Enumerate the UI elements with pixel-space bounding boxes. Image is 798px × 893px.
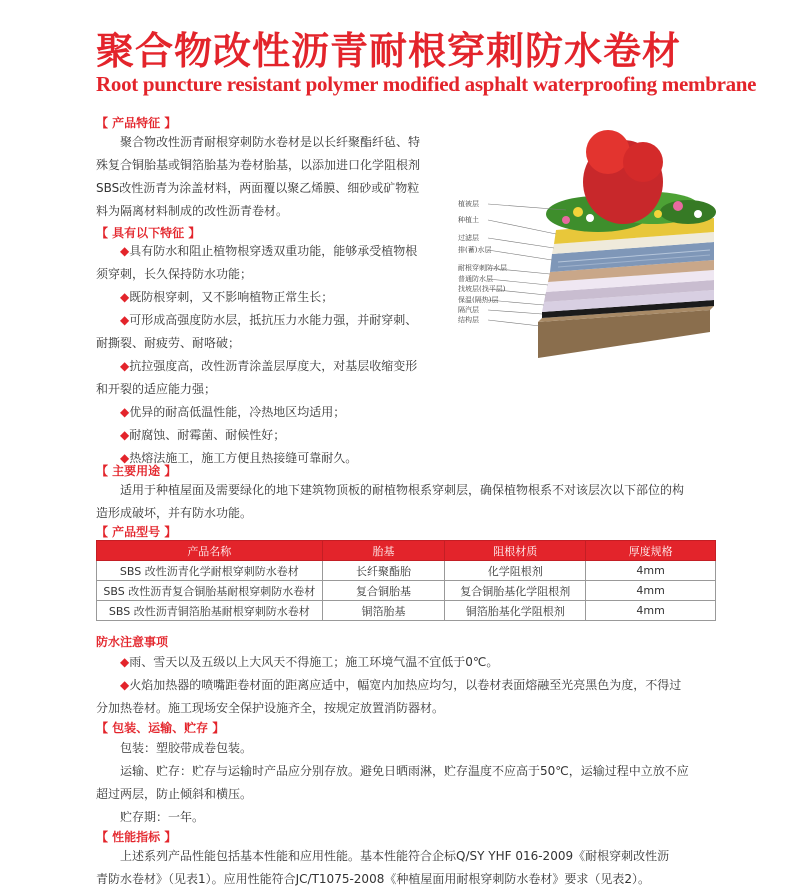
table-cell: SBS 改性沥青复合铜胎基耐根穿刺防水卷材: [97, 581, 323, 601]
layer-label: 种植土: [458, 216, 479, 224]
table-cell: 复合铜胎基: [322, 581, 445, 601]
precautions-list: [96, 651, 726, 720]
precaution-item-cont: 分加热卷材。施工现场安全保护设施齐全，按规定放置消防器材。: [96, 701, 445, 715]
table-cell: 4mm: [586, 581, 716, 601]
table-cell: 铜箔胎基化学阻根剂: [445, 601, 586, 621]
column-header: 阻根材质: [445, 541, 586, 561]
characteristics-heading: 【 具有以下特征 】: [96, 226, 201, 240]
precaution-item: ◆雨、雪天以及五级以上大风天不得施工；施工环境气温不宜低于0℃。: [120, 655, 499, 669]
diamond-bullet-icon: ◆: [120, 428, 130, 442]
table-cell: 4mm: [586, 561, 716, 581]
layer-label: 隔汽层: [458, 306, 479, 314]
precautions-heading: 防水注意事项: [96, 635, 169, 649]
packaging-line: 超过两层，防止倾斜和横压。: [96, 787, 253, 801]
layer-label: 植被层: [458, 200, 479, 208]
features-line: SBS改性沥青为涂盖材料，两面覆以聚乙烯膜、细砂或矿物粒: [96, 181, 420, 195]
features-heading: 【 产品特征 】: [96, 116, 177, 130]
table-cell: 复合铜胎基化学阻根剂: [445, 581, 586, 601]
page-title: 聚合物改性沥青耐根穿刺防水卷材: [96, 29, 682, 73]
diamond-bullet-icon: ◆: [120, 451, 130, 465]
table-row: [97, 581, 716, 601]
features-line: 殊复合铜胎基或铜箔胎基为卷材胎基，以添加进口化学阻根剂: [96, 158, 421, 172]
table-cell: 铜箔胎基: [322, 601, 445, 621]
diamond-bullet-icon: ◆: [120, 359, 130, 373]
layer-label: 结构层: [458, 316, 479, 324]
table-cell: 4mm: [586, 601, 716, 621]
characteristic-item: ◆热熔法施工，施工方便且热接缝可靠耐久。: [120, 451, 358, 465]
usage-heading: 【 主要用途 】: [96, 464, 177, 478]
performance-text: [96, 845, 736, 891]
table-cell: 长纤聚酯胎: [322, 561, 445, 581]
features-line: 料为隔离材料制成的改性沥青卷材。: [96, 204, 289, 218]
characteristic-item: ◆具有防水和阻止植物根穿透双重功能，能够承受植物根: [120, 244, 418, 258]
table-cell: SBS 改性沥青化学耐根穿刺防水卷材: [97, 561, 323, 581]
characteristic-item-cont: 和开裂的适应能力强；: [96, 382, 217, 396]
packaging-text: [96, 737, 726, 829]
layer-label: 普通防水层: [458, 275, 493, 283]
product-model-table: [96, 540, 716, 621]
table-row: [97, 561, 716, 581]
layer-label: 保温(隔热)层: [458, 296, 499, 304]
usage-text: [96, 479, 726, 525]
characteristics-list: [96, 240, 456, 470]
performance-line: 上述系列产品性能包括基本性能和应用性能。基本性能符合企标Q/SY YHF 016-2009《耐根穿刺改性沥: [120, 849, 670, 863]
packaging-line: 运输、贮存：贮存与运输时产品应分别存放。避免日晒雨淋，贮存温度不应高于50℃，运输过程中立放不应: [120, 764, 689, 778]
diamond-bullet-icon: ◆: [120, 655, 130, 669]
roof-layer-diagram: [448, 122, 728, 360]
characteristic-item: ◆既防根穿刺，又不影响植物正常生长；: [120, 290, 334, 304]
page-subtitle-en: Root puncture resistant polymer modified asphalt waterproofing membrane: [96, 72, 757, 96]
models-heading: 【 产品型号 】: [96, 525, 177, 539]
characteristic-item-cont: 耐撕裂、耐疲劳、耐咯破；: [96, 336, 241, 350]
layer-label: 找坡层(找平层): [458, 285, 506, 293]
characteristic-item: ◆可形成高强度防水层，抵抗压力水能力强，并耐穿刺、: [120, 313, 418, 327]
characteristic-item: ◆耐腐蚀、耐霉菌、耐候性好；: [120, 428, 286, 442]
diamond-bullet-icon: ◆: [120, 244, 130, 258]
performance-line: 青防水卷材》（见表1）。应用性能符合JC/T1075-2008《种植屋面用耐根穿刺防水卷材》要求（见表2）。: [96, 872, 650, 886]
packaging-line: 包装：塑胶带成卷包装。: [120, 741, 253, 755]
performance-heading: 【 性能指标 】: [96, 830, 177, 844]
features-text: [96, 131, 456, 223]
precaution-item: ◆火焰加热器的喷嘴距卷材面的距离应适中，幅宽内加热应均匀，以卷材表面熔融至光亮黑色为度，不得过: [120, 678, 682, 692]
table-cell: SBS 改性沥青铜箔胎基耐根穿刺防水卷材: [97, 601, 323, 621]
characteristic-item: ◆优异的耐高低温性能，冷热地区均适用；: [120, 405, 346, 419]
packaging-heading: 【 包装、运输、贮存 】: [96, 721, 225, 735]
column-header: 产品名称: [97, 541, 323, 561]
table-row: [97, 601, 716, 621]
layer-label: 排(蓄)水层: [458, 246, 492, 254]
column-header: 胎基: [322, 541, 445, 561]
layer-label: 耐根穿刺防水层: [458, 264, 507, 272]
layer-label: 过滤层: [458, 234, 479, 242]
table-header-row: [97, 541, 716, 561]
diamond-bullet-icon: ◆: [120, 313, 130, 327]
packaging-line: 贮存期：一年。: [120, 810, 205, 824]
usage-line: 造形成破坏，并有防水功能。: [96, 506, 253, 520]
characteristic-item-cont: 须穿刺，长久保持防水功能；: [96, 267, 253, 281]
diamond-bullet-icon: ◆: [120, 405, 130, 419]
characteristic-item: ◆抗拉强度高，改性沥青涂盖层厚度大，对基层收缩变形: [120, 359, 418, 373]
usage-line: 适用于种植屋面及需要绿化的地下建筑物顶板的耐植物根系穿刺层，确保植物根系不对该层次以下部位的构: [120, 483, 685, 497]
features-line: 聚合物改性沥青耐根穿刺防水卷材是以长纤聚酯纤毡、特: [120, 135, 421, 149]
diamond-bullet-icon: ◆: [120, 678, 130, 692]
diamond-bullet-icon: ◆: [120, 290, 130, 304]
table-cell: 化学阻根剂: [445, 561, 586, 581]
column-header: 厚度规格: [586, 541, 716, 561]
